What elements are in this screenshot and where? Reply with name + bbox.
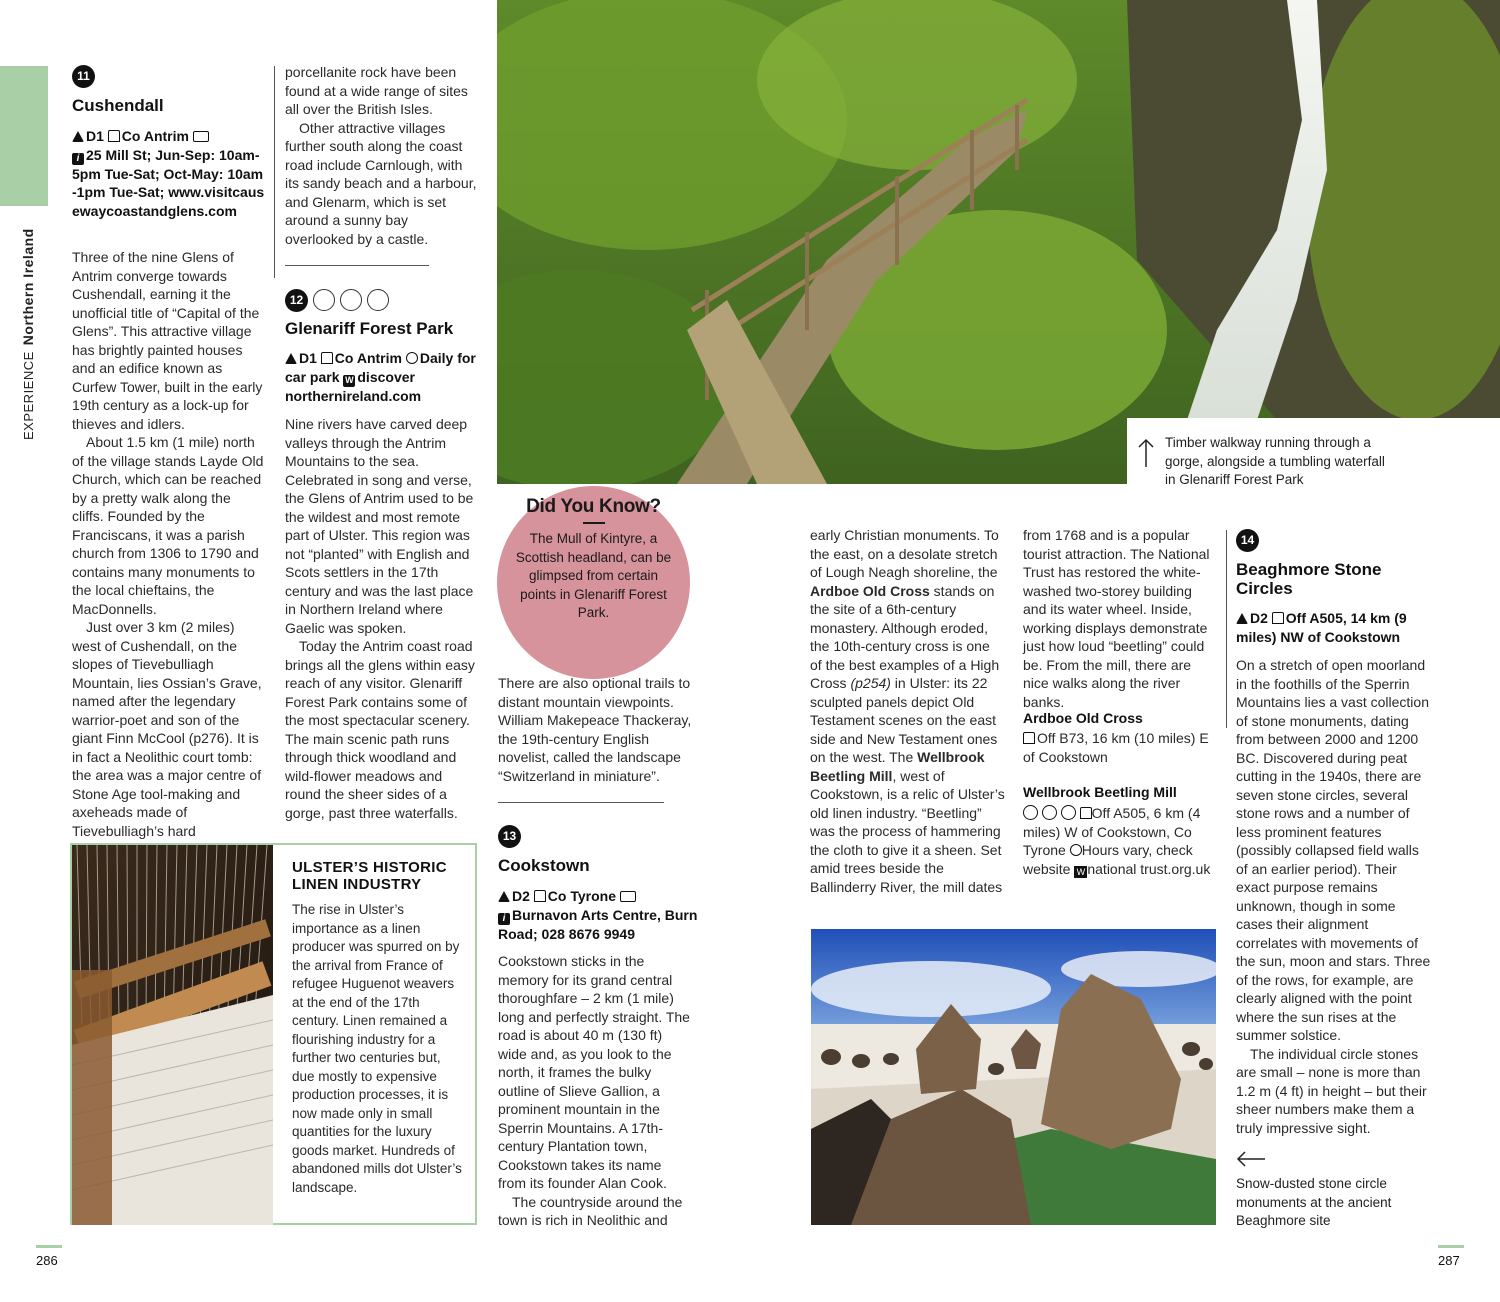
text-run: stands on the site of a 6th-century monastery. Although eroded, the 10th-century cross is one of the best examples of a High Cross <box>810 582 1000 691</box>
address-icon <box>1023 732 1035 744</box>
section-rule <box>498 802 664 803</box>
linen-text: The rise in Ulster’s importance as a linen producer was spurred on by the arrival from France of refugee Huguenot weavers at the end of the 17th century. Linen remained a flourishing industry for a further two centuries but, due mostly to expensive production processes, it is now made only in small quantities for the luxury goods market. Hundreds of abandoned mills dot Ulster’s landscape. <box>292 902 462 1195</box>
arrow-up-icon <box>1137 438 1155 468</box>
ardboe-title: Ardboe Old Cross <box>1023 710 1143 726</box>
did-you-know-text: The Mull of Kintyre, a Scottish headland, can be glimpsed from certain points in Glenariff Forest Park. <box>515 531 672 620</box>
map-icon <box>498 891 510 902</box>
spine-label <box>20 20 36 440</box>
bus-icon <box>193 131 209 142</box>
did-you-know-callout <box>497 486 690 679</box>
linen-title: ULSTER’S HISTORIC LINEN INDUSTRY <box>292 859 447 893</box>
beaghmore-body: On a stretch of open moorland in the foothills of the Sperrin Mountains lies a vast collection of stone monuments, dating from between 2000 and 1200 BC. Discovered during peat cutting in the 1940s, there are seven stone circles, several stone rows and a number of less prominent features (possibly collapsed field walls of an earlier period). Their exact purpose remains unknown, though in some cases their alignment correlates with movements of the sun, moon and stars. Three of the rows, for example, are clearly aligned with the point where the sun rises at the summer solstice. The individual circle stones are small – none is more than 1.2 m (4 ft) in height – but their sheer numbers make them a truly impressive sight. <box>1236 657 1431 1136</box>
entry-number-11: 11 <box>72 65 95 88</box>
col3-top-text: There are also optional trails to distant mountain viewpoints. William Makepeace Thackeray, the 19th-century English novelist, called the landscape “Switzerland in miniature”. <box>498 675 692 784</box>
address-icon <box>108 130 120 142</box>
glenariff-title: Glenariff Forest Park <box>285 319 454 338</box>
cookstown-title: Cookstown <box>498 856 590 875</box>
column-divider <box>1226 530 1227 728</box>
web-icon: W <box>1074 866 1087 878</box>
clock-icon <box>1070 844 1082 856</box>
bold-run: Ardboe Old Cross <box>810 582 930 599</box>
info-icon: i <box>498 913 510 925</box>
cushendall-info: D1 Co Antrim i 25 Mill St; Jun-Sep: 10am-5pm Tue-Sat; Oct-May: 10am-1pm Tue-Sat; www.visitcausewaycoastandglens.com <box>72 128 265 219</box>
did-you-know-underline <box>583 522 605 524</box>
stones-caption: Snow-dusted stone circle monuments at the ancient Beaghmore site <box>1236 1176 1392 1228</box>
info-icon: i <box>72 153 84 165</box>
address-icon <box>1080 807 1092 819</box>
col5-text: from 1768 and is a popular tourist attraction. The National Trust has restored the white-washed two-storey building and its water wheel. Inside, working displays demonstrate just how loud “beetling” could be. From the mill, there are nice walks along the river banks. <box>1023 527 1210 710</box>
spine-region: Northern Ireland <box>20 228 36 346</box>
cushendall-title: Cushendall <box>72 96 164 115</box>
cushendall-body: Three of the nine Glens of Antrim converge towards Cushendall, earning it the unofficial title of “Capital of the Glens”. This attractive village has brightly painted houses and an edifice known as Curfew Tower, built in the early 19th century as a lock-up for thieves and idlers. About 1.5 km (1 mile) north of the village stands Layde Old Church, which can be reached by a pretty walk along the cliffs. Founded by the Franciscans, it was a parish church from 1306 to 1790 and contains many monuments to the local chieftains, the MacDonnells. Just over 3 km (2 miles) west of Cushendall, on the slopes of Tievebulliagh Mountain, lies Ossian’s Grave, named after the legendary warrior-poet and son of the giant Finn McCool (p276). It is in fact a Neolithic court tomb: the area was a major centre of Stone Age tool-making and axeheads made of Tievebulliagh’s hard <box>72 249 264 839</box>
wellbrook-info: Off A505, 6 km (4 miles) W of Cookstown, Co Tyrone Hours vary, check website W national trust.org.uk <box>1023 805 1211 877</box>
arrow-left-icon <box>1236 1150 1266 1168</box>
hiking-icon <box>1023 805 1038 820</box>
page-reference: (p254) <box>850 675 891 691</box>
map-icon <box>285 353 297 364</box>
web-icon: W <box>345 374 354 385</box>
waterfall-caption: Timber walkway running through a gorge, alongside a tumbling waterfall in Glenariff Forest Park <box>1165 435 1385 487</box>
national-trust-icon <box>1061 805 1076 820</box>
entry-number-12: 12 <box>285 289 308 312</box>
shop-icon <box>367 289 389 311</box>
loom-photo <box>72 845 273 1225</box>
folio-bar-right <box>1438 1245 1464 1248</box>
map-icon <box>1236 613 1248 624</box>
clock-icon <box>406 352 418 364</box>
beaghmore-title: Beaghmore Stone Circles <box>1236 560 1382 598</box>
text-run: in Ulster: its 22 sculpted panels depict Old Testament scenes on the east side and New Testament ones on the west. The <box>810 675 998 765</box>
entry-number-13: 13 <box>498 825 521 848</box>
hiking-icon <box>313 289 335 311</box>
cookstown-info: D2 Co Tyrone i Burnavon Arts Centre, Burn Road; 028 8676 9949 <box>498 888 698 942</box>
page-number-right: 287 <box>1438 1253 1460 1268</box>
beaghmore-info: D2 Off A505, 14 km (9 miles) NW of Cookstown <box>1236 610 1407 645</box>
col2-top-text: porcellanite rock have been found at a wide range of sites all over the British Isles. Other attractive villages further south along the coast road include Carnlough, with its sandy beach and a harbour, and Glenarm, which is set around a sunny bay overlooked by a castle. <box>285 64 477 247</box>
folio-bar-left <box>36 1245 62 1248</box>
stone-circles-photo <box>811 929 1216 1225</box>
ardboe-info: Off B73, 16 km (10 miles) E of Cookstown <box>1023 730 1209 765</box>
glenariff-body: Nine rivers have carved deep valleys through the Antrim Mountains to the sea. Celebrated in song and verse, the Glens of Antrim used to be the wildest and most remote part of Ulster. This region was not “planted” with English and Scots settlers in the 17th century and was the last place in Northern Ireland where Gaelic was spoken. Today the Antrim coast road brings all the glens within easy reach of any visitor. Glenariff Forest Park contains some of the most spectacular scenery. The main scenic path runs through thick woodland and wild-flower meadows and round the sheer sides of a gorge, past three waterfalls. <box>285 416 475 821</box>
text-run: , west of Cookstown, is a relic of Ulster’s old linen industry. “Beetling” was the process of hammering the cloth to give it a sheen. Set amid trees beside the Ballinderry River, the mill dates <box>810 767 1005 895</box>
address-icon <box>534 890 546 902</box>
page-number-left: 286 <box>36 1253 58 1268</box>
wellbrook-title: Wellbrook Beetling Mill <box>1023 784 1177 800</box>
spine-section: EXPERIENCE <box>21 351 36 440</box>
column-divider <box>274 66 275 278</box>
waterfall-photo <box>497 0 1500 484</box>
section-rule <box>285 265 429 266</box>
entry-number-14: 14 <box>1236 529 1259 552</box>
cafe-icon <box>340 289 362 311</box>
col4-text <box>810 526 1005 896</box>
family-icon <box>1042 805 1057 820</box>
address-icon <box>321 352 333 364</box>
cookstown-body: Cookstown sticks in the memory for its grand central thoroughfare – 2 km (1 mile) long and perfectly straight. The road is about 40 m (130 ft) wide and, as you look to the north, it frames the bulky outline of Slieve Gallion, a prominent mountain in the Sperrin Mountains. A 17th-century Plantation town, Cookstown takes its name from its founder Alan Cook. The countryside around the town is rich in Neolithic and <box>498 953 690 1228</box>
did-you-know-title: Did You Know? <box>526 496 661 517</box>
glenariff-info: D1 Co Antrim Daily for car park W discover northernireland.com <box>285 350 476 404</box>
bus-icon <box>620 891 636 902</box>
address-icon <box>1272 612 1284 624</box>
bold-run: Wellbrook Beetling Mill <box>810 749 985 784</box>
text-run: early Christian monuments. To the east, on a desolate stretch of Lough Neagh shoreline, the <box>810 527 999 580</box>
map-icon <box>72 131 84 142</box>
